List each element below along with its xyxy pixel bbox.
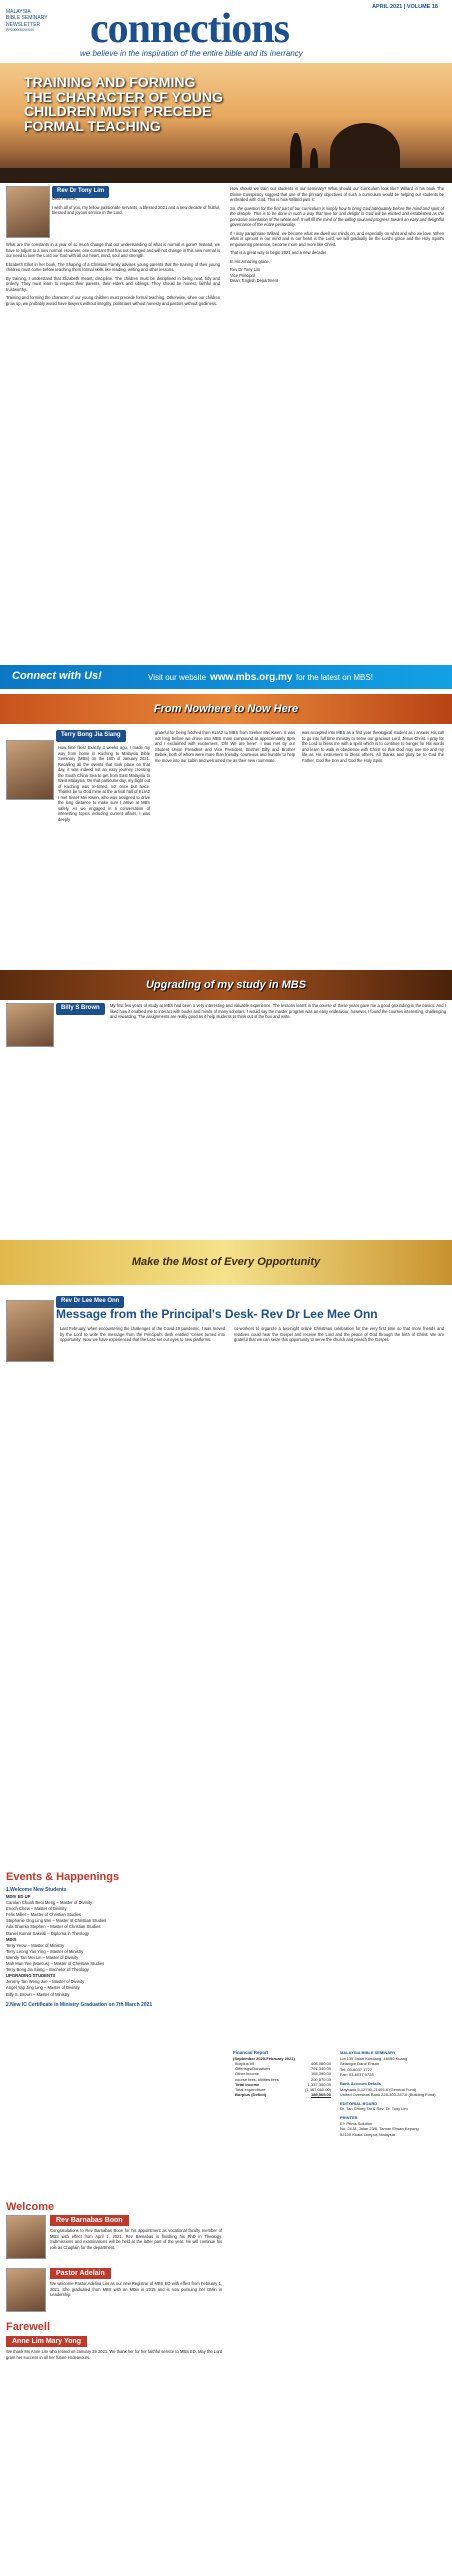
welcome-title: Welcome [6,2201,55,2213]
signature-name: Rev Dr Tony Lim [230,267,261,273]
farewell-title: Farewell [6,2321,51,2333]
hero-title: TRAINING AND FORMING THE CHARACTER OF YOUNG CHILDREN MUST PRECEDE FORMAL TEACHING [24,74,223,135]
welcome-person [50,2215,222,2253]
masthead-org [6,9,86,32]
section4-col1 [60,1326,225,1346]
list-item: Terry Bong Jia Siang – Bachelor of Theology [6,1967,89,1973]
finance-title: Financial Report [233,2050,269,2055]
contact-line: Tel: 03-6037 1727 [340,2066,373,2072]
org-line: MALAYSIA [6,9,31,15]
finance-value: (1,467,660.00) [304,2086,331,2092]
finance-label: Total Income [235,2081,260,2087]
section-banner [0,1240,452,1285]
section2-col2 [155,730,295,766]
events-title: Events & Happenings [6,1871,120,1883]
paragraph: That is a great way to begin 2021 and a new decade! [230,250,327,256]
editorial-head: EDITORIAL BOARD [340,2100,378,2106]
section2-col1 [58,745,150,825]
person-name: Rev Barnabas Boon [50,2215,129,2226]
contact-block [340,2050,448,2137]
issue-label: APRIL 2021 | VOLUME 18 [372,4,438,10]
section2-col3 [302,730,444,766]
paragraph: Dear Friends, [52,196,77,201]
connect-label: Connect with Us! [12,670,102,682]
paragraph: What are the constants in a year of so much change that our understanding of what is normal is gone? Instead, we have to adjust to a new normal. However, one constant that has not changed and will not change in this new normal is our need to love the Lord our God with all our heart, mind, soul and strength. [6,242,220,259]
connect-visit: Visit our website [148,673,207,682]
signoff: In His Amazing grace, [230,258,270,264]
farewell-block [6,2336,222,2363]
welcome-students-title: 1.Welcome New Students [6,1887,67,1893]
finance-label: Other income [235,2071,260,2077]
welcome-person [50,2268,222,2301]
author-name: Rev Dr Lee Mee Onn [56,1296,124,1308]
ground [0,168,452,183]
finance-value: 200,570.00 [310,2076,331,2082]
finance-value: 165,390.00 [310,2071,331,2077]
connect-suffix: for the latest on MBS! [296,673,373,682]
article1-col1b [6,242,220,309]
org-line: PP000000000000 [6,27,35,32]
finance-value: 1,337,300.00 [307,2081,331,2087]
section4-col2 [234,1326,444,1346]
section3-text [110,1003,446,1023]
author-name: Billy S Brown [56,1003,105,1015]
finance-label: Burplus b/f [235,2061,255,2067]
printer-line: EY Prints Solution [340,2120,373,2126]
author-photo [6,740,54,800]
author-name: Rev Dr Tony Lim [52,186,109,198]
finance-value: 189,565.00 [310,2092,331,2098]
website-link[interactable]: www.mbs.org.my [210,672,293,683]
bank-line: Maybank 5-12740-21409-6 (General Fund) [340,2086,417,2092]
list-item: Jeremy Tan Weng Jun – Master of Divinity [6,1979,85,1985]
paragraph: By training, I understand that Elizabeth meant, discipline. The children must be disciplined in being neat, tidy and orderly. They must learn to respect their parents, their elders and siblings. They should be honest, faithful and trustworthy. [6,275,220,292]
printer-line: No. 24-M, Jalan 23/6, Taman Ehsan Kepong [340,2126,419,2132]
list-item: Billy S. Brown – Master of Ministry [6,1991,70,1997]
paragraph: co-workers to organize a two-night online Christmas celebration for the very first time so that more friends and relatives could hear the Gospel and receive the Lord and the peace of God through the birth of Christ. We are grateful that we can seize this opportunity to serve the church and preach the Gospel. [234,1326,444,1343]
printer-line: 52100 Kuala Lumpur, Malaysia [340,2131,395,2137]
contact-line: Selangor Darul Ehsan [340,2061,380,2067]
finance-label: Total expenditure [235,2086,266,2092]
paragraph: If I may paraphrase Willard, we become what we dwell our minds on, and especially on what and who we love. When what is upmost in our mind and in our heart is the Lord, we will gradually be the Lord's grace and the Holy Spirit's empowering presence, become more and more like Christ. [230,230,444,247]
paragraph: Training and forming the character of our young children must precede formal teaching. Otherwise, when our children grow up, we probably would have lawyers without integrity, politicians without honesty and pastors without godliness. [6,295,220,306]
finance-period: (September 2020-February 2021) [233,2055,295,2061]
list-item: Mah Mun Yee (Marcus) – Master of Christian Studies [6,1961,105,1967]
person-text: We welcome Pastor Adelina Lim as our new Registrar of MBS EO with effect from February 1, 2021. She graduated from MBS with an MDiv in 2015 and is now pursuing her DMin in Leadership. [50,2281,222,2298]
author-photo [6,186,50,238]
finance-table [233,2061,333,2097]
printer-head: PRINTER [340,2114,358,2120]
banner-title: Make the Most of Every Opportunity [131,1256,321,1268]
list-head: MDIS [6,1936,17,1942]
section-banner [0,970,452,1000]
paragraph: How time flies! Exactly 3 weeks ago, I made my way from home in Kuching to Malaysia Bible Seminary (MBS) on the 16th of January 2021. Recalling all the events that took place on that day, it was indeed not an easy journey crossing the South China Sea to get from East Malaysia to West Malaysia. On that particular day, my flight out of Kuching was re-timed, not once but twice. Thanks be to God mine at the arrival hall of KLIA2 I met Sister Mei Kwen, who was assigned to drive the long distance to make sure I arrive at MBS safely. As we engaged in a conversation of interesting topics including current affairs, I was deeply [58,745,150,822]
finance-value: 408,060.00 [310,2061,331,2067]
signature-title: Dean, English Department [230,278,279,284]
contact-line: Lot 135 Jalan Kundang, 48050 Kuang [340,2055,408,2061]
contact-line: Fax: 03-6037 5728 [340,2072,374,2078]
paragraph: My first few years of study at MBS had been a very interesting and valuable experience. The lessons learnt in the course of these years gave me a good grounding in the basics. And I liked how it enabled me to interact with books and minds of many scholars. I would say the master program was an easy endeavour, however, I found the courses interesting, challenging and rewarding. The assignments are really good as it help students to think out of the box and write. [110,1003,446,1020]
finance-value: 791,340.00 [310,2066,331,2072]
contact-org: MALAYSIA BIBLE SEMINARY [340,2050,396,2055]
finance-label: Burplus (Deficit) [235,2092,267,2098]
paragraph: was accepted into MBS as a first year theological student as I answer His call to go into full time ministry to serve our gracious Lord, Jesus Christ. I pray for the Lord to bless me with a spirit which is to continue to hunger for His words and learn to walk in obedience with Christ so that God may use me and my life as His instrument to bless others. All thanks and glory be to God the Father, God the Son and God the Holy Spirit. [302,730,444,763]
list-item: Enoch Chew – Master of Divinity [6,1906,67,1912]
graduation-title: 2.New IC Certificate in Ministry Graduation on 7th March 2021 [6,2001,153,2008]
signature-title: Vice Principal [230,272,255,278]
person-photo [6,2215,46,2259]
article1-col2 [230,186,444,284]
principal-message-title: Message from the Principal's Desk- Rev Dr Lee Mee Onn [56,1307,378,1321]
editorial-line: Dr. Tan Chong Tai & Rev. Dr. Tony Lim [340,2106,408,2112]
bank-line: United Overseas Bank 228-303-287-6 (Building Fund) [340,2092,436,2098]
list-item: Stephanie Ong Ling Wei – Master of Christian Studies [6,1918,107,1924]
list-item: Terry Leong Yan Ying – Master of Ministry [6,1948,84,1954]
paragraph: How should we train our students in our seminary? What should our curriculum look like? Willard in his book The Divine Conspiracy suggest that one of the primary objectives of such a curriculum would be helping our students be enthralled with God. This is how Willard puts it: [230,186,444,203]
hero-image [0,63,452,183]
person-text: Congratulations to Rev Barnabas Boon for his appointment as vocational faculty member of MBS with effect from April 1, 2021. Rev Barnabas is finishing his PhD in Theology. Submissions and examinations will be held at the latter part of the year. He will continue his role as Chaplain for the department. [50,2228,222,2250]
list-item: Angel Yap Jing Ling – Master of Divinity [6,1985,80,1991]
paragraph: I wish all of you, my fellow passionate servants, a blessed 2021 and a new decade of fruitful, blessed and joyous service in the Lord. [52,204,220,216]
section-banner [0,694,452,724]
list-item: Ada Shamla Stephen – Master of Christian Studies [6,1924,101,1930]
student-lists [6,1894,221,2008]
quote: So, the question for the first part of our curriculum is simply how to bring God adequately before the mind and spirit of the disciple. This is to be done in such a way that love for and delight in God will be elicited and established as the pervasive orientation of the whole self. It will fill the mind of the willing soul and progress toward an easy and delightful governance of the entire personality. [230,205,444,228]
banner-title: Upgrading of my study in MBS [145,979,307,991]
author-photo [6,1003,54,1047]
bank-head: Bank Account Details [340,2080,381,2086]
brand-title: connections [90,6,289,52]
person-name: Anne Lim Mary Yong [6,2336,87,2347]
org-line: NEWSLETTER [6,21,41,28]
person-name: Pastor Adelain [50,2268,111,2279]
author-name: Terry Bong Jia Siang [56,730,126,742]
finance-label: course fees, utilities fees [235,2076,279,2082]
paragraph: Elizabeth Elliot in her book, The Shaping of a Christian Family advises young parents that the training of their young children must come before teaching them formal skills like reading, writing and other lessons. [6,261,220,273]
list-item: Wendy Tan Mei Lin – Master of Divinity [6,1954,79,1960]
list-head: UPGRADING STUDENTS [6,1973,56,1979]
banner-title: From Nowhere to Now Here [153,703,299,715]
tagline: we believe in the inspiration of the entire bible and its inerrancy [80,49,303,58]
list-item: Felix Miller – Master of Christian Studies [6,1912,81,1918]
article1-col1 [52,196,220,219]
list-head: MDIV ED UP [6,1894,31,1899]
paragraph: Last February, when encountering the challenges of the Covid-19 pandemic, I was moved by the Lord to write the message from the Principal's desk entitled 'Crises turned into opportunity'. Now we have experienced that the Lord set our eyes to new platforms. [60,1326,225,1343]
author-photo [6,1300,54,1362]
person-photo [6,2268,46,2312]
org-line: BIBLE SEMINARY [6,15,48,22]
connect-banner[interactable] [0,665,452,689]
finance-label: Offerings/Donations [235,2066,271,2072]
list-item: Daniel Kumar Sakeali – Diploma in Theology [6,1930,90,1936]
list-item: Terry Yeow – Master of Ministry [6,1942,65,1948]
financial-report [233,2050,333,2097]
list-item: Carolan Chuah Beoi Meng – Master of Divinity [6,1900,93,1906]
paragraph: grateful for being fetched from KLIA2 to MBS from Seeker Mei Kwen. It was not long before we drove into MBS main compound at approximately 8pm and I exclaimed with excitement, 'Oh! We are here!'. I was met by our Student Union President and Vice President, Brother Billy and Brother Bebek, both of whom were more than friendly, courteous and humble to help me move into our cabin and welcomed me as their new roommate. [155,730,295,763]
person-text: We thank Ms Anne Lim who retired on January 29 2021. We thank her for her faithful service to MBS ED. May the Lord grant her success in all her future endeavours. [6,2349,222,2360]
